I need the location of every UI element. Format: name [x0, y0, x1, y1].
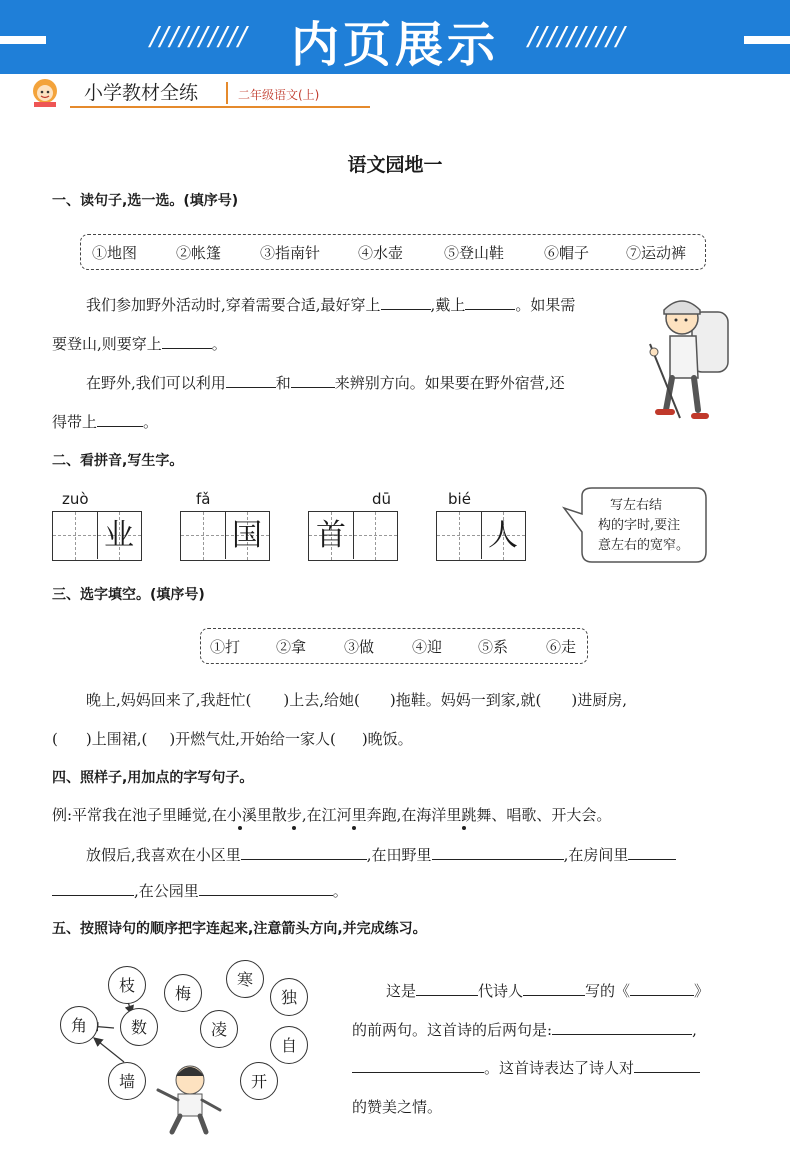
answer-blank[interactable] — [352, 1058, 484, 1073]
s3-text: 晚上,妈妈回来了,我赶忙( — [86, 691, 252, 709]
s4-text: ,在公园里 — [134, 882, 199, 900]
s4-text: ,在房间里 — [563, 846, 629, 864]
pinyin-2: fǎ — [196, 490, 211, 508]
s1-text: ,戴上 — [430, 296, 466, 314]
s5-line-3 — [352, 1057, 700, 1078]
char-circle[interactable]: 枝 — [108, 966, 146, 1004]
char-circle[interactable]: 开 — [240, 1062, 278, 1100]
s3-text: )拖鞋。妈妈一到家,就( — [389, 691, 542, 709]
s1-text: 。 — [143, 413, 159, 431]
s1-line-1 — [86, 294, 575, 315]
s5-line-2 — [352, 1019, 697, 1040]
s2-heading: 二、看拼音,写生字。 — [52, 453, 184, 469]
s3-option-1: ①打 — [210, 638, 241, 656]
s4-line-1 — [86, 844, 676, 865]
s4-text: 。 — [332, 882, 348, 900]
pinyin-4: bié — [448, 490, 471, 508]
tip-line-3: 意左右的宽窄。 — [598, 538, 690, 553]
s1-text: 我们参加野外活动时,穿着需要合适,最好穿上 — [86, 296, 381, 314]
s3-option-2: ②拿 — [276, 638, 307, 656]
grid-char: 业 — [104, 518, 134, 553]
s3-option-3: ③做 — [344, 638, 375, 656]
answer-blank[interactable] — [199, 881, 333, 896]
char-circle[interactable]: 角 — [60, 1006, 98, 1044]
answer-blank[interactable] — [162, 334, 212, 349]
page-title: 语文园地一 — [347, 154, 443, 176]
s1-text: 。 — [211, 335, 227, 353]
writing-grid[interactable] — [52, 511, 142, 561]
s5-text: 代诗人 — [478, 982, 524, 1000]
char-circle[interactable]: 寒 — [226, 960, 264, 998]
s1-option-3: ③指南针 — [260, 244, 321, 262]
char-circle[interactable]: 凌 — [200, 1010, 238, 1048]
char-circle[interactable]: 数 — [120, 1008, 158, 1046]
emphasis-dot — [238, 826, 242, 830]
s1-option-7: ⑦运动裤 — [626, 244, 687, 262]
s1-text: 和 — [275, 374, 291, 392]
s3-text: )上去,给她( — [283, 691, 360, 709]
answer-blank[interactable] — [241, 845, 367, 860]
pinyin-3: dū — [372, 490, 392, 508]
s1-option-4: ④水壶 — [358, 244, 404, 262]
s5-line-4: 的赞美之情。 — [352, 1098, 443, 1116]
answer-blank[interactable] — [628, 845, 676, 860]
s3-option-4: ④迎 — [412, 638, 443, 656]
emphasis-dot — [292, 826, 296, 830]
s4-heading: 四、照样子,用加点的字写句子。 — [52, 770, 254, 786]
s5-text: 。这首诗表达了诗人对 — [484, 1059, 635, 1077]
s3-text: )晚饭。 — [361, 730, 413, 748]
s3-option-6: ⑥走 — [546, 638, 577, 656]
header-divider — [226, 82, 228, 104]
s3-line-2 — [52, 728, 413, 749]
answer-blank[interactable] — [416, 981, 478, 996]
answer-blank[interactable] — [291, 373, 335, 388]
hiker-illustration — [640, 292, 740, 426]
tip-line-1: 写左右结 — [610, 498, 663, 513]
answer-blank[interactable] — [465, 295, 515, 310]
banner-title: 内页展示 — [290, 17, 499, 73]
s5-text: 写的《 — [585, 982, 631, 1000]
writing-grid[interactable] — [436, 511, 526, 561]
emphasis-dot — [462, 826, 466, 830]
answer-blank[interactable] — [432, 845, 564, 860]
s1-line-3 — [86, 372, 565, 393]
grid-char: 首 — [316, 518, 346, 553]
s4-example: 例:平常我在池子里睡觉,在小溪里散步,在江河里奔跑,在海洋里跳舞、唱歌、开大会。 — [52, 806, 612, 824]
grid-char: 国 — [232, 518, 262, 553]
s4-text: ,在田野里 — [366, 846, 432, 864]
grade-label: 二年级语文(上) — [238, 88, 320, 102]
tip-line-2: 构的字时,要注 — [598, 518, 681, 533]
s1-option-1: ①地图 — [92, 244, 138, 262]
s3-heading: 三、选字填空。(填序号) — [52, 587, 205, 603]
s5-text: 》 — [694, 982, 710, 1000]
char-circle[interactable]: 梅 — [164, 974, 202, 1012]
s1-line-4 — [52, 411, 158, 432]
answer-blank[interactable] — [523, 981, 585, 996]
s1-line-2 — [52, 333, 227, 354]
grid-char: 人 — [488, 518, 518, 553]
writing-grid[interactable] — [308, 511, 398, 561]
writing-grid[interactable] — [180, 511, 270, 561]
s1-option-5: ⑤登山鞋 — [444, 244, 505, 262]
s1-heading: 一、读句子,选一选。(填序号) — [52, 193, 239, 209]
book-header — [0, 74, 790, 112]
header-underline — [70, 106, 370, 108]
s1-text: 。如果需 — [515, 296, 576, 314]
book-name: 小学教材全练 — [84, 82, 199, 104]
banner-slashes-left: ////////// — [150, 22, 248, 52]
s1-text: 来辨别方向。如果要在野外宿营,还 — [334, 374, 565, 392]
s1-option-6: ⑥帽子 — [544, 244, 590, 262]
s3-option-5: ⑤系 — [478, 638, 509, 656]
emphasis-dot — [352, 826, 356, 830]
s3-text: ( — [52, 730, 58, 748]
mascot-icon — [28, 76, 62, 108]
banner-slashes-right: ////////// — [528, 22, 626, 52]
s4-text: 放假后,我喜欢在小区里 — [86, 846, 241, 864]
answer-blank[interactable] — [97, 412, 143, 427]
answer-blank[interactable] — [226, 373, 276, 388]
s5-text: 这是 — [386, 982, 417, 1000]
s1-option-2: ②帐篷 — [176, 244, 222, 262]
top-banner — [0, 0, 790, 74]
s5-text: , — [692, 1021, 697, 1039]
s1-text: 在野外,我们可以利用 — [86, 374, 226, 392]
pinyin-1: zuò — [62, 490, 89, 508]
answer-blank[interactable] — [634, 1058, 700, 1073]
s5-text: 的前两句。这首诗的后两句是: — [352, 1021, 553, 1039]
answer-blank[interactable] — [381, 295, 431, 310]
s3-text: )上围裙,( — [85, 730, 148, 748]
char-circle[interactable]: 独 — [270, 978, 308, 1016]
s5-line-1 — [386, 980, 709, 1001]
s3-text: )开燃气灶,开始给一家人( — [169, 730, 336, 748]
s1-text: 要登山,则要穿上 — [52, 335, 162, 353]
char-circle[interactable]: 墙 — [108, 1062, 146, 1100]
s1-text: 得带上 — [52, 413, 98, 431]
s3-option-box — [200, 628, 588, 664]
s5-heading: 五、按照诗句的顺序把字连起来,注意箭头方向,并完成练习。 — [52, 921, 427, 937]
answer-blank[interactable] — [52, 881, 134, 896]
s3-text: )进厨房, — [571, 691, 627, 709]
s4-line-2 — [52, 880, 348, 901]
char-circle[interactable]: 自 — [270, 1026, 308, 1064]
answer-blank[interactable] — [630, 981, 694, 996]
answer-blank[interactable] — [552, 1020, 692, 1035]
s3-line-1 — [86, 689, 627, 710]
